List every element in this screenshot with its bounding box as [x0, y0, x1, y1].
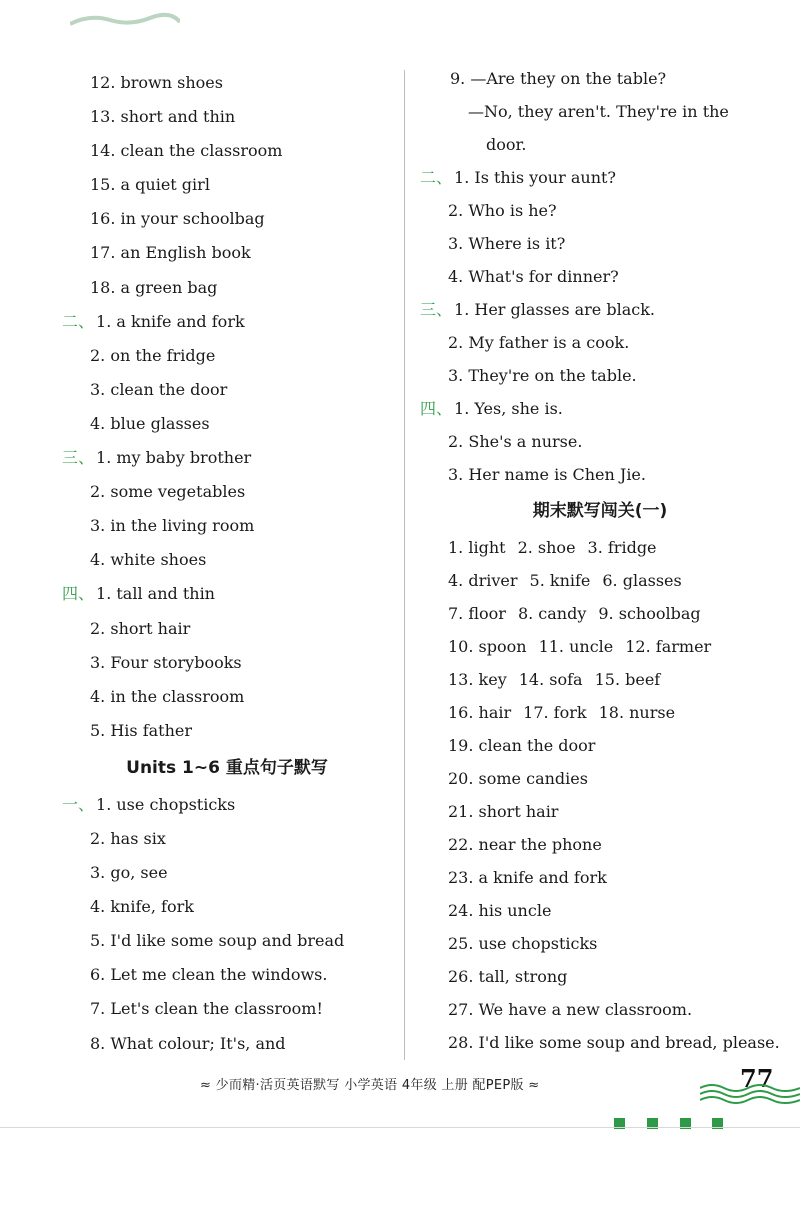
answer-line: 4. in the classroom: [90, 686, 245, 706]
answer-text: 3. fridge: [587, 538, 657, 557]
answer-line: 27. We have a new classroom.: [448, 1000, 693, 1019]
answer-line: 15. a quiet girl: [90, 175, 210, 195]
answer-line: 2. some vegetables: [90, 482, 246, 502]
answer-text: 7. floor: [448, 604, 506, 623]
answer-line: 12. brown shoes: [90, 73, 223, 92]
section-line: [62, 577, 382, 611]
answer-line: 24. his uncle: [448, 901, 552, 920]
section-line: [62, 305, 382, 339]
section-heading-units: Units 1~6 重点句子默写: [126, 757, 328, 778]
page-number: 77: [740, 1064, 774, 1093]
answer-text: 15. beef: [594, 670, 661, 689]
answer-line: [420, 564, 780, 597]
section-line: [62, 788, 382, 822]
answer-text: 1. Yes, she is.: [454, 399, 563, 418]
answer-line: door.: [486, 135, 527, 154]
answer-line: 8. What colour; It's, and: [90, 1033, 286, 1053]
section-marker: 一、: [62, 794, 95, 814]
footer-rule: [0, 1127, 800, 1128]
answer-line: [420, 597, 780, 630]
answer-text: 17. fork: [523, 703, 587, 722]
answer-line: 2. has six: [90, 828, 166, 848]
answer-line: 20. some candies: [448, 769, 588, 788]
answer-text: 14. sofa: [518, 670, 583, 689]
section-marker: 四、: [62, 584, 95, 604]
answer-line: 3. Her name is Chen Jie.: [448, 465, 646, 484]
answer-line: 3. Four storybooks: [90, 652, 242, 672]
answer-line: 2. She's a nurse.: [448, 432, 583, 451]
answer-line: 3. They're on the table.: [448, 366, 637, 385]
header-decoration: [70, 12, 180, 26]
section-marker: 三、: [62, 448, 95, 468]
answer-line: 4. knife, fork: [90, 897, 194, 917]
footer-book-info: ≈ 少而精·活页英语默写 小学英语 4年级 上册 配PEP版 ≈: [200, 1078, 540, 1093]
answer-text: 5. knife: [529, 571, 591, 590]
answer-line: 22. near the phone: [448, 835, 602, 854]
answer-line: —No, they aren't. They're in the: [468, 102, 729, 121]
section-marker: 二、: [62, 311, 95, 331]
answer-text: 1. Is this your aunt?: [454, 168, 616, 187]
answer-text: 11. uncle: [538, 637, 614, 656]
answer-line: 4. What's for dinner?: [448, 267, 619, 286]
section-heading-final: 期末默写闯关(一): [532, 501, 668, 521]
answer-line: 4. blue glasses: [90, 413, 210, 433]
answer-line: 5. I'd like some soup and bread: [90, 931, 345, 951]
section-marker: 二、: [420, 168, 453, 187]
section-line: [420, 161, 780, 194]
answer-text: 2. shoe: [517, 538, 576, 557]
column-divider: [404, 70, 405, 1060]
answer-line: 18. a green bag: [90, 277, 218, 297]
answer-line: 7. Let's clean the classroom!: [90, 999, 323, 1019]
answer-text: 16. hair: [448, 703, 512, 722]
left-column: [62, 66, 382, 1061]
answer-text: 6. glasses: [602, 571, 682, 590]
answer-line: 9. —Are they on the table?: [450, 69, 667, 88]
answer-line: 5. His father: [90, 720, 193, 740]
answer-text: 1. tall and thin: [96, 584, 215, 604]
section-line: [420, 392, 780, 425]
right-column: [420, 62, 780, 1059]
answer-line: [420, 630, 780, 663]
answer-line: 25. use chopsticks: [448, 934, 598, 953]
answer-text: 10. spoon: [448, 637, 527, 656]
answer-line: 13. short and thin: [90, 107, 236, 127]
section-line: [62, 441, 382, 475]
answer-text: 12. farmer: [625, 637, 712, 656]
answer-line: [420, 696, 780, 729]
answer-text: 1. Her glasses are black.: [454, 300, 655, 319]
answer-text: 1. use chopsticks: [96, 794, 236, 814]
answer-line: 17. an English book: [90, 243, 251, 263]
answer-text: 4. driver: [448, 571, 518, 590]
answer-line: 3. Where is it?: [448, 234, 566, 253]
answer-line: 28. I'd like some soup and bread, please.: [448, 1033, 780, 1052]
section-marker: 四、: [420, 399, 453, 418]
answer-text: 13. key: [448, 670, 507, 689]
answer-line: [420, 531, 780, 564]
answer-line: 3. clean the door: [90, 379, 228, 399]
answer-text: 18. nurse: [598, 703, 676, 722]
section-line: [420, 293, 780, 326]
answer-text: 8. candy: [517, 604, 587, 623]
answer-line: 3. go, see: [90, 863, 168, 883]
answer-line: 16. in your schoolbag: [90, 209, 265, 229]
answer-line: 4. white shoes: [90, 550, 207, 570]
answer-text: 1. my baby brother: [96, 448, 252, 468]
answer-line: 21. short hair: [448, 802, 559, 821]
answer-text: 1. light: [448, 538, 506, 557]
answer-line: 3. in the living room: [90, 516, 255, 536]
answer-line: 2. My father is a cook.: [448, 333, 630, 352]
answer-text: 1. a knife and fork: [96, 311, 245, 331]
answer-line: [420, 663, 780, 696]
answer-line: 2. on the fridge: [90, 345, 216, 365]
wave-decoration-icon: [700, 1080, 800, 1110]
answer-line: 2. Who is he?: [448, 201, 557, 220]
answer-line: 2. short hair: [90, 618, 191, 638]
answer-line: 6. Let me clean the windows.: [90, 965, 328, 985]
answer-line: 14. clean the classroom: [90, 141, 283, 161]
section-marker: 三、: [420, 300, 453, 319]
answer-line: 26. tall, strong: [448, 967, 568, 986]
answer-line: 23. a knife and fork: [448, 868, 607, 887]
answer-text: 9. schoolbag: [598, 604, 701, 623]
answer-line: 19. clean the door: [448, 736, 596, 755]
